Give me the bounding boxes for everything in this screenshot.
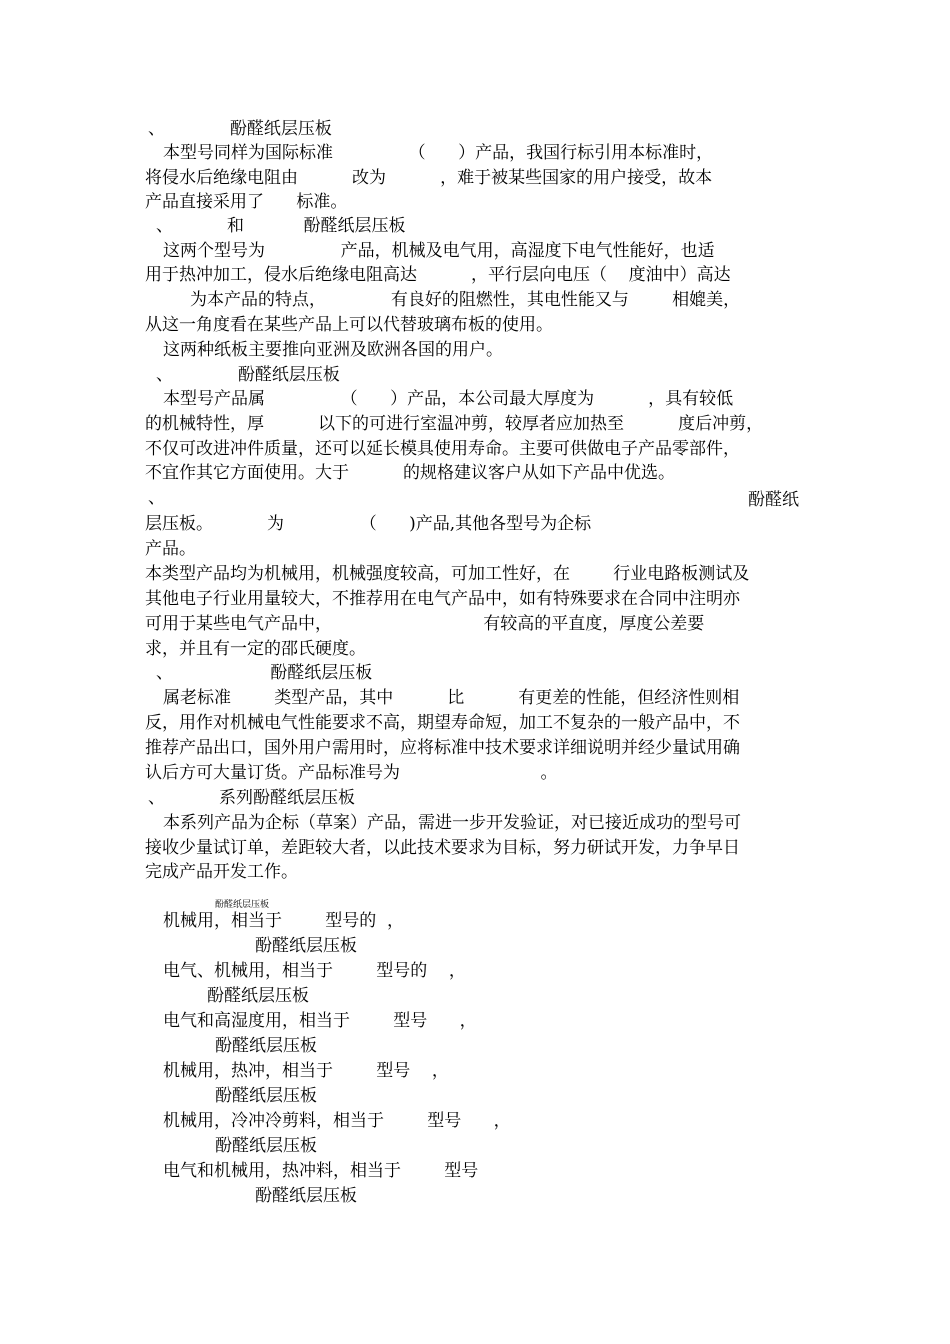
section-2-line-2: 用于热冲加工，侵水后绝缘电阻高达 ，平行层向电压（ 度油中）高达 <box>145 265 731 285</box>
section-5-line-3: 推荐产品出口，国外用户需用时，应将标准中技术要求详细说明并经少量试用确 <box>145 738 740 758</box>
section-3-line-2: 的机械特性，厚 以下的可进行室温冲剪，较厚者应加热至 度后冲剪， <box>145 414 764 434</box>
section-4-line-6: 求，并且有一定的邵氏硬度。 <box>145 639 366 659</box>
section-2-line-1: 这两个型号为 产品，机械及电气用，高湿度下电气性能好，也适 <box>163 241 715 261</box>
section-4-heading-number: 、 <box>148 488 165 508</box>
list-label-1: 酚醛纸层压板 <box>255 936 357 956</box>
list-label-6: 酚醛纸层压板 <box>255 1186 357 1206</box>
section-1-heading: 、 酚醛纸层压板 <box>148 119 332 139</box>
section-6-line-3: 完成产品开发工作。 <box>145 862 298 882</box>
list-item-3: 电气和高湿度用，相当于 型号 ， <box>163 1011 477 1031</box>
section-1-line-2: 将侵水后绝缘电阻由 改为 ，难于被某些国家的用户接受，故本 <box>145 168 713 188</box>
list-label-2: 酚醛纸层压板 <box>207 986 309 1006</box>
section-5-line-4: 认后方可大量订货。产品标准号为 。 <box>145 763 558 783</box>
section-4-line-1: 层压板。 为 （ )产品,其他各型号为企标 <box>145 514 592 534</box>
list-item-4: 机械用，热冲，相当于 型号 ， <box>163 1061 449 1081</box>
section-5-line-2: 反，用作对机械电气性能要求不高，期望寿命短，加工不复杂的一般产品中，不 <box>145 713 740 733</box>
section-6-line-1: 本系列产品为企标（草案）产品，需进一步开发验证，对已接近成功的型号可 <box>163 813 741 833</box>
section-5-line-1: 属老标准 类型产品，其中 比 有更差的性能，但经济性则相 <box>163 688 740 708</box>
list-item-2: 电气、机械用，相当于 型号的 ， <box>163 961 466 981</box>
section-6-line-2: 接收少量试订单，差距较大者，以此技术要求为目标，努力研试开发，力争早日 <box>145 838 740 858</box>
section-2-heading: 、 和 酚醛纸层压板 <box>156 216 406 236</box>
section-4-heading-title: 酚醛纸 <box>748 490 799 510</box>
list-label-4: 酚醛纸层压板 <box>215 1086 317 1106</box>
section-5-heading: 、 酚醛纸层压板 <box>156 663 373 683</box>
section-3-line-1: 本型号产品属 （ ）产品，本公司最大厚度为 ，具有较低 <box>163 389 734 409</box>
section-2-line-5: 这两种纸板主要推向亚洲及欧洲各国的用户。 <box>163 340 503 360</box>
list-item-1: 机械用，相当于 型号的 ， <box>163 911 405 931</box>
section-2-line-4: 从这一角度看在某些产品上可以代替玻璃布板的使用。 <box>145 315 553 335</box>
section-4-line-4: 其他电子行业用量较大，不推荐用在电气产品中，如有特殊要求在合同中注明亦 <box>145 589 740 609</box>
list-label-3: 酚醛纸层压板 <box>215 1036 317 1056</box>
section-3-line-3: 不仅可改进冲件质量，还可以延长模具使用寿命。主要可供做电子产品零部件， <box>145 439 740 459</box>
section-4-line-5: 可用于某些电气产品中， 有较高的平直度，厚度公差要 <box>145 614 705 634</box>
section-1-line-3: 产品直接采用了 标准。 <box>145 192 348 212</box>
section-3-heading: 、 酚醛纸层压板 <box>156 365 340 385</box>
section-1-line-1: 本型号同样为国际标准 （ ）产品，我国行标引用本标准时， <box>163 143 714 163</box>
section-4-line-3: 本类型产品均为机械用，机械强度较高，可加工性好，在 行业电路板测试及 <box>145 564 750 584</box>
section-6-heading: 、 系列酚醛纸层压板 <box>148 788 356 808</box>
list-label-tiny: 酚醛纸层压板 <box>215 900 270 910</box>
list-item-6: 电气和机械用，热冲料，相当于 型号 <box>163 1161 479 1181</box>
section-2-line-3: 为本产品的特点， 有良好的阻燃性，其电性能又与 相媲美， <box>190 290 741 310</box>
list-label-5: 酚醛纸层压板 <box>215 1136 317 1156</box>
list-item-5: 机械用，冷冲冷剪料，相当于 型号 ， <box>163 1111 511 1131</box>
section-3-line-4: 不宜作其它方面使用。大于 的规格建议客户从如下产品中优选。 <box>145 463 676 483</box>
section-4-line-2: 产品。 <box>145 539 196 559</box>
